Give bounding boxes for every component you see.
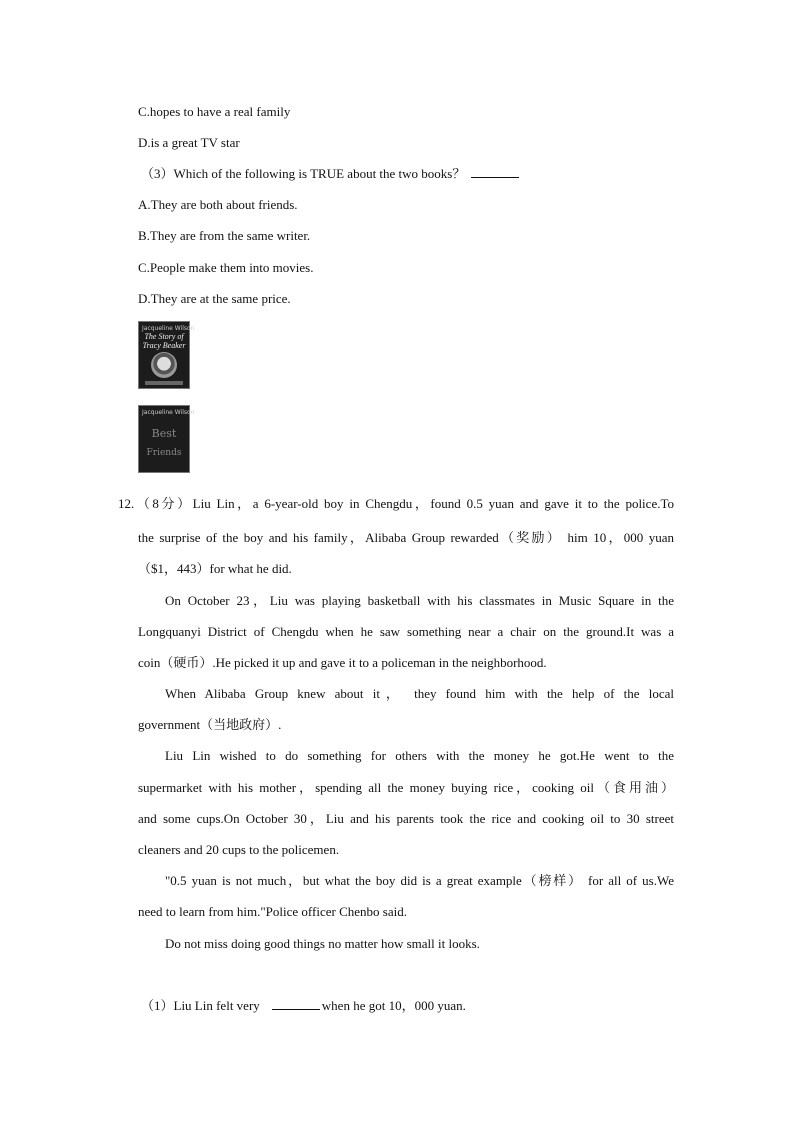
option-a: A.They are both about friends. bbox=[138, 197, 298, 212]
option-d: D.They are at the same price. bbox=[138, 291, 291, 306]
q12-line-10: supermarket with his mother，spending all the money buying rice，cooking oil（食用油） bbox=[138, 780, 674, 795]
book-cover-best-friends bbox=[138, 405, 195, 473]
q12-line-1: 12.（8分）Liu Lin，a 6-year-old boy in Chengdu，found 0.5 yuan and gave it to the police.To bbox=[118, 496, 674, 511]
q12-line-4: On October 23，Liu was playing basketball with his classmates in Music Square in the bbox=[165, 593, 674, 608]
question-1-text-after: when he got 10，000 yuan. bbox=[321, 998, 466, 1013]
q12-line-7: When Alibaba Group knew about it， they found him with the help of the local bbox=[165, 686, 674, 701]
question-3-text: （3）Which of the following is TRUE about the two books？ bbox=[141, 166, 466, 181]
q12-line-3: （$1，443）for what he did. bbox=[138, 561, 292, 576]
book-title: The Story of Tracy Beaker bbox=[142, 332, 186, 350]
option-c: C.People make them into movies. bbox=[138, 260, 314, 275]
question-3 bbox=[141, 165, 519, 183]
answer-blank bbox=[471, 165, 519, 178]
q12-line-15: Do not miss doing good things no matter how small it looks. bbox=[165, 936, 480, 951]
q12-line-2: the surprise of the boy and his family，Alibaba Group rewarded（奖励） him 10，000 yuan bbox=[138, 530, 674, 545]
q12-line-5: Longquanyi District of Chengdu when he saw something near a chair on the ground.It was a bbox=[138, 624, 674, 639]
answer-blank bbox=[272, 997, 320, 1010]
cover-footer bbox=[145, 381, 183, 385]
q12-line-8: government（当地政府）. bbox=[138, 717, 282, 732]
option-d: D.is a great TV star bbox=[138, 135, 240, 150]
q12-line-11: and some cups.On October 30，Liu and his parents took the rice and cooking oil to 30 street bbox=[138, 811, 674, 826]
face-illustration bbox=[151, 352, 177, 378]
q12-line-13: "0.5 yuan is not much，but what the boy did is a great example（榜样） for all of us.We bbox=[165, 873, 674, 888]
q12-question-1 bbox=[141, 997, 466, 1015]
book-cover-tracy-beaker bbox=[138, 321, 195, 389]
question-1-text-before: （1）Liu Lin felt very bbox=[141, 998, 260, 1013]
book-author: Jacqueline Wilson bbox=[142, 325, 195, 332]
option-c: C.hopes to have a real family bbox=[138, 104, 291, 119]
q12-line-9: Liu Lin wished to do something for others with the money he got.He went to the bbox=[165, 748, 674, 763]
book-author: Jacqueline Wilson bbox=[142, 409, 195, 416]
book-title-line1: Best bbox=[151, 427, 177, 440]
book-title-line2: Friends bbox=[146, 448, 182, 458]
q12-line-12: cleaners and 20 cups to the policemen. bbox=[138, 842, 340, 857]
q12-line-14: need to learn from him."Police officer Chenbo said. bbox=[138, 904, 407, 919]
option-b: B.They are from the same writer. bbox=[138, 228, 311, 243]
q12-line-6: coin（硬币）.He picked it up and gave it to a policeman in the neighborhood. bbox=[138, 655, 547, 670]
